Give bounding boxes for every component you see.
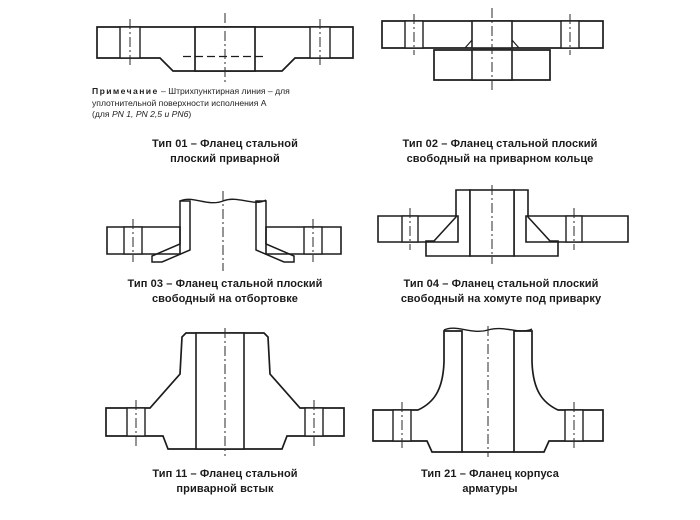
flange-type-04-figure [370, 182, 635, 264]
figure-caption-type-11 [100, 467, 350, 497]
note-line3-pn: PN 1, PN 2,5 и PN6 [111, 109, 189, 119]
caption-line: приварной встык [176, 483, 274, 495]
figure-caption-type-21 [375, 467, 605, 497]
caption-line: Тип 11 – Фланец стальной [152, 468, 298, 480]
centerlines [402, 326, 574, 457]
flange-type-03-figure [95, 186, 355, 274]
centerlines [133, 191, 313, 271]
note-line3-prefix: (для [92, 109, 112, 119]
figure-caption-type-02 [372, 137, 628, 167]
flange-type-01-figure [90, 10, 360, 85]
note-rest: – Штрихпунктирная линия – для [158, 86, 290, 96]
note-label: Примечание [92, 86, 159, 96]
figure-caption-type-04 [370, 277, 632, 307]
caption-line: Тип 01 – Фланец стальной [152, 138, 298, 150]
caption-line: Тип 21 – Фланец корпуса [421, 468, 559, 480]
caption-line: Тип 03 – Фланец стальной плоский [127, 278, 323, 290]
caption-line: свободный на хомуте под приварку [400, 293, 602, 305]
caption-line: Тип 02 – Фланец стальной плоский [402, 138, 598, 150]
flange-type-21-figure [365, 322, 615, 458]
caption-line: плоский приварной [170, 153, 280, 165]
note-line2: уплотнительной поверхности исполнения А [92, 97, 267, 108]
flange-type-02-figure [370, 4, 630, 96]
caption-line: свободный на отбортовке [151, 293, 299, 305]
caption-line: арматуры [462, 483, 518, 495]
caption-line: свободный на приварном кольце [406, 153, 594, 165]
note-line3-suffix: ) [188, 109, 192, 119]
figure-caption-type-01 [100, 137, 350, 167]
caption-line: Тип 04 – Фланец стальной плоский [403, 278, 599, 290]
flange-cross-section [107, 199, 341, 262]
flange-cross-section [378, 190, 628, 256]
bore [196, 333, 244, 449]
note-block [92, 86, 370, 121]
figure-caption-type-03 [97, 277, 353, 307]
flange-type-11-figure [95, 324, 365, 456]
